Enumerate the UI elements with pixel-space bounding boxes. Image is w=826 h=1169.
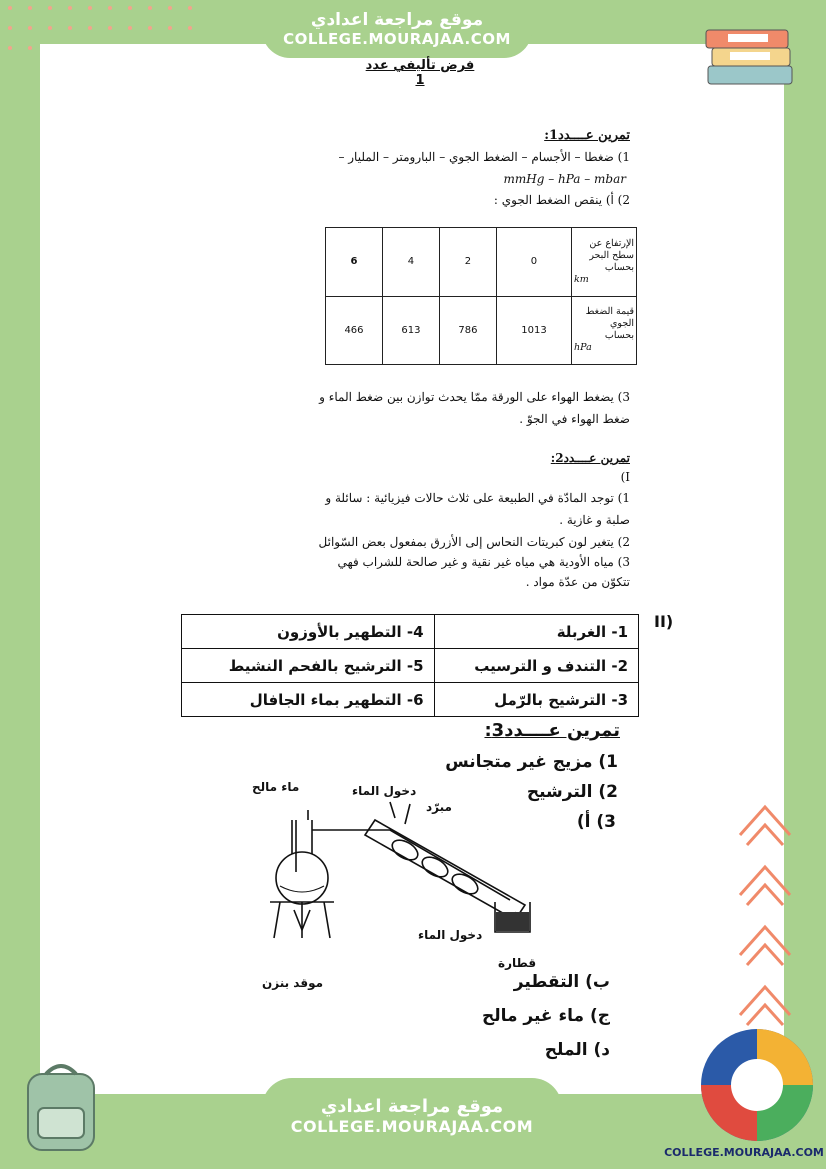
header-text: الجوي bbox=[609, 318, 634, 330]
header-text: الإرتفاع عن bbox=[589, 237, 634, 249]
ex3-answer2: 2) الترشيح bbox=[526, 782, 618, 802]
table-cell: 466 bbox=[326, 296, 383, 365]
ex2-part2: II) bbox=[654, 612, 674, 631]
ex3-answer-c: ج) ماء غير مالح bbox=[481, 1006, 610, 1026]
ex1-heading: تمرين عــــدد1: bbox=[544, 128, 630, 143]
table-row bbox=[182, 683, 639, 717]
ex1-line1: 1) ضغطا – الأجسام – الضغط الجوي – البارومتر – المليار – bbox=[338, 150, 630, 164]
ex2-heading: تمرين عــــدد2: bbox=[550, 451, 630, 465]
chevron-up-icon bbox=[735, 795, 795, 1035]
ex2-line1b: صلبة و غازية . bbox=[559, 513, 630, 527]
label-drops: قطارة bbox=[498, 956, 537, 970]
subjects-logo-icon bbox=[697, 1025, 817, 1145]
header-brand bbox=[262, 2, 532, 58]
ex3-heading: تمرين عــــدد3: bbox=[484, 720, 620, 741]
books-icon bbox=[700, 12, 800, 92]
document-title: فرض تأليفي عدد 1 bbox=[365, 58, 475, 88]
treatment-table bbox=[181, 614, 639, 717]
label-salt-water: ماء مالح bbox=[252, 780, 300, 794]
ex1-line3a: 3) يضغط الهواء على الورقة ممّا يحدث توازن بين ضغط الماء و bbox=[319, 390, 630, 404]
ex1-line2: 2) أ) ينقص الضغط الجوي : bbox=[493, 193, 630, 207]
table-cell: 3- الترشيح بالرّمل bbox=[434, 683, 638, 717]
ex3-answer3: 3) أ) bbox=[576, 812, 616, 832]
logo-caption: COLLEGE.MOURAJAA.COM bbox=[664, 1146, 824, 1159]
ex2-line3a: 3) مياه الأودية هي مياه غير نقية و غير صالحة للشراب فهي bbox=[337, 555, 630, 569]
altitude-header bbox=[572, 228, 637, 297]
footer-brand-url[interactable]: COLLEGE.MOURAJAA.COM bbox=[290, 1117, 534, 1136]
pressure-header bbox=[572, 296, 637, 365]
table-cell: 6 bbox=[326, 228, 383, 297]
footer-brand bbox=[262, 1078, 562, 1148]
ex2-line3b: تتكوّن من عدّة مواد . bbox=[525, 575, 630, 589]
table-cell: 2- التندف و الترسيب bbox=[434, 649, 638, 683]
table-cell: 1013 bbox=[496, 296, 571, 365]
table-cell: 4 bbox=[382, 228, 439, 297]
label-water-in-bottom: دخول الماء bbox=[418, 928, 483, 942]
ex1-units: mmHg – hPa – mbar bbox=[503, 172, 626, 186]
ex2-line1a: 1) توجد المادّة في الطبيعة على ثلاث حالات فيزيائية : سائلة و bbox=[325, 491, 630, 505]
table-row bbox=[326, 296, 637, 365]
header-unit: km bbox=[574, 273, 589, 285]
footer-brand-arabic: موقع مراجعة اعدادي bbox=[320, 1096, 504, 1117]
ex3-answer1: 1) مزيج غير متجانس bbox=[445, 752, 618, 772]
brand-url[interactable]: COLLEGE.MOURAJAA.COM bbox=[283, 30, 511, 48]
table-cell: 613 bbox=[382, 296, 439, 365]
table-cell: 2 bbox=[439, 228, 496, 297]
ex3-answer-b: ب) التقطير bbox=[513, 972, 610, 992]
backpack-icon bbox=[16, 1056, 106, 1156]
header-unit: hPa bbox=[574, 342, 592, 354]
table-row bbox=[182, 615, 639, 649]
table-cell: 0 bbox=[496, 228, 571, 297]
ex1-line3b: ضغط الهواء في الجوّ . bbox=[519, 412, 630, 426]
table-row bbox=[182, 649, 639, 683]
header-text: قيمة الضغط bbox=[585, 306, 634, 318]
brand-arabic: موقع مراجعة اعدادي bbox=[310, 10, 484, 30]
table-cell: 6- التطهير بماء الجافال bbox=[182, 683, 435, 717]
table-cell: 4- التطهير بالأوزون bbox=[182, 615, 435, 649]
label-burner: موقد بنزن bbox=[262, 976, 324, 990]
header-text: بحساب bbox=[604, 261, 634, 273]
table-cell: 1- الغربلة bbox=[434, 615, 638, 649]
ex2-part1: I) bbox=[620, 470, 630, 484]
header-text: بحساب bbox=[604, 330, 634, 342]
pressure-table bbox=[325, 227, 637, 365]
table-cell: 5- الترشيح بالفحم النشيط bbox=[182, 649, 435, 683]
label-water-in-top: دخول الماء bbox=[352, 784, 417, 798]
ex2-line2: 2) يتغير لون كبريتات النحاس إلى الأزرق بمفعول بعض السّوائل bbox=[318, 535, 630, 549]
label-condenser: مبرّد bbox=[426, 800, 452, 814]
table-cell: 786 bbox=[439, 296, 496, 365]
ex3-answer-d: د) الملح bbox=[544, 1040, 610, 1060]
header-text: سطح البحر bbox=[589, 249, 634, 261]
table-row bbox=[326, 228, 637, 297]
